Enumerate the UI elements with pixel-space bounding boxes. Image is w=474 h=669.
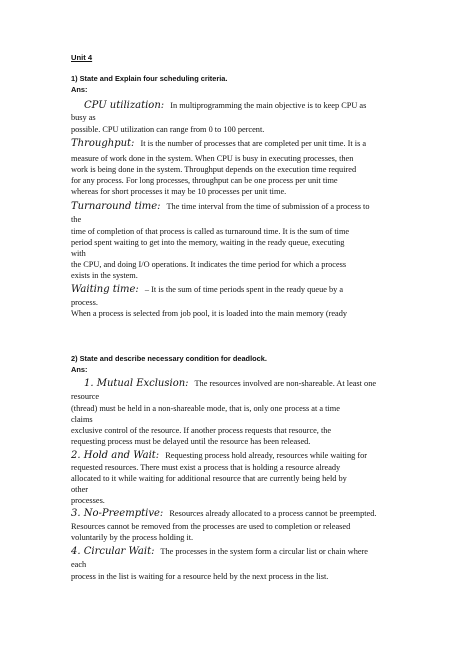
throughput-text-2: measure of work done in the system. When CPU is busy in executing processes, then: [71, 154, 354, 163]
circular-wait-text-2: each: [71, 560, 87, 569]
turnaround-line-1: [71, 201, 369, 212]
cpu-text-1: In multiprogramming the main objective is to keep CPU as: [170, 101, 367, 110]
mutual-exclusion-text-6: requesting process must be delayed until the resource has been released.: [71, 437, 311, 446]
term-hold-and-wait: 2. Hold and Wait:: [71, 450, 160, 461]
hold-and-wait-line-1: [71, 450, 367, 461]
mutual-exclusion-text-1: The resources involved are non-shareable. At least one: [194, 379, 377, 388]
turnaround-text-2: the: [71, 215, 82, 224]
answer-label-2: Ans:: [71, 365, 88, 374]
cpu-text-2: busy as: [71, 113, 96, 122]
throughput-text-1: It is the number of processes that are completed per unit time. It is a: [140, 139, 367, 148]
turnaround-text-4: period spent waiting to get into the memory, waiting in the ready queue, executing: [71, 238, 345, 247]
hold-and-wait-text-2: requested resources. There must exist a process that is holding a resource already: [71, 463, 341, 472]
turnaround-text-6: the CPU, and doing I/O operations. It indicates the time period for which a process: [71, 260, 347, 269]
circular-wait-text-1: The processes in the system form a circular list or chain where: [160, 547, 368, 556]
waiting-text-3: When a process is selected from job pool, it is loaded into the main memory (ready: [71, 309, 348, 318]
term-no-preemptive: 3. No-Preemptive:: [71, 508, 164, 519]
mutual-exclusion-text-5: exclusive control of the resource. If another process requests that resource, the: [71, 426, 332, 435]
no-preemptive-text-2: Resources cannot be removed from the processes are used to completion or released: [71, 522, 351, 531]
question-2: 2) State and describe necessary condition for deadlock.: [71, 354, 267, 363]
term-turnaround-time: Turnaround time:: [71, 201, 161, 212]
throughput-line-1: [71, 138, 366, 149]
hold-and-wait-text-5: processes.: [71, 496, 105, 505]
term-throughput: Throughput:: [71, 138, 135, 149]
turnaround-text-1: The time interval from the time of submission of a process to: [166, 202, 370, 211]
mutual-exclusion-text-4: claims: [71, 415, 93, 424]
term-cpu-utilization: CPU utilization:: [84, 100, 165, 111]
hold-and-wait-text-3: allocated to it while waiting for additional resource that are currently being held by: [71, 474, 347, 483]
waiting-text-1: – It is the sum of time periods spent in the ready queue by a: [144, 285, 344, 294]
mutual-exclusion-text-3: (thread) must be held in a non-shareable mode, that is, only one process at a time: [71, 404, 340, 413]
no-preemptive-line-1: [71, 508, 376, 519]
waiting-text-2: process.: [71, 298, 98, 307]
unit-heading: Unit 4: [71, 53, 93, 62]
term-waiting-time: Waiting time:: [71, 284, 139, 295]
mutual-exclusion-text-2: resource: [71, 392, 100, 401]
throughput-text-4: for any process. For long processes, throughput can be one process per unit time: [71, 176, 338, 185]
term-mutual-exclusion: 1. Mutual Exclusion:: [84, 378, 189, 389]
throughput-text-3: work is being done in the system. Throughput depends on the execution time required: [71, 165, 357, 174]
circular-wait-line-1: [71, 546, 368, 557]
mutual-exclusion-line-1: [84, 378, 376, 389]
circular-wait-text-3: process in the list is waiting for a resource held by the next process in the list.: [71, 572, 329, 581]
turnaround-text-5: with: [71, 249, 86, 258]
answer-label-1: Ans:: [71, 85, 88, 94]
no-preemptive-text-1: Resources already allocated to a process cannot be preempted.: [169, 509, 377, 518]
no-preemptive-text-3: voluntarily by the process holding it.: [71, 533, 194, 542]
cpu-text-3: possible. CPU utilization can range from 0 to 100 percent.: [71, 125, 265, 134]
turnaround-text-7: exists in the system.: [71, 271, 138, 280]
cpu-utilization-line-1: [84, 100, 366, 111]
term-circular-wait: 4. Circular Wait:: [71, 546, 155, 557]
hold-and-wait-text-4: other: [71, 485, 89, 494]
hold-and-wait-text-1: Requesting process hold already, resources while waiting for: [165, 451, 368, 460]
turnaround-text-3: time of completion of that process is called as turnaround time. It is the sum of time: [71, 227, 350, 236]
throughput-text-5: whereas for short processes it may be 10 processes per unit time.: [71, 187, 287, 196]
waiting-line-1: [71, 284, 343, 295]
question-1: 1) State and Explain four scheduling criteria.: [71, 74, 228, 83]
